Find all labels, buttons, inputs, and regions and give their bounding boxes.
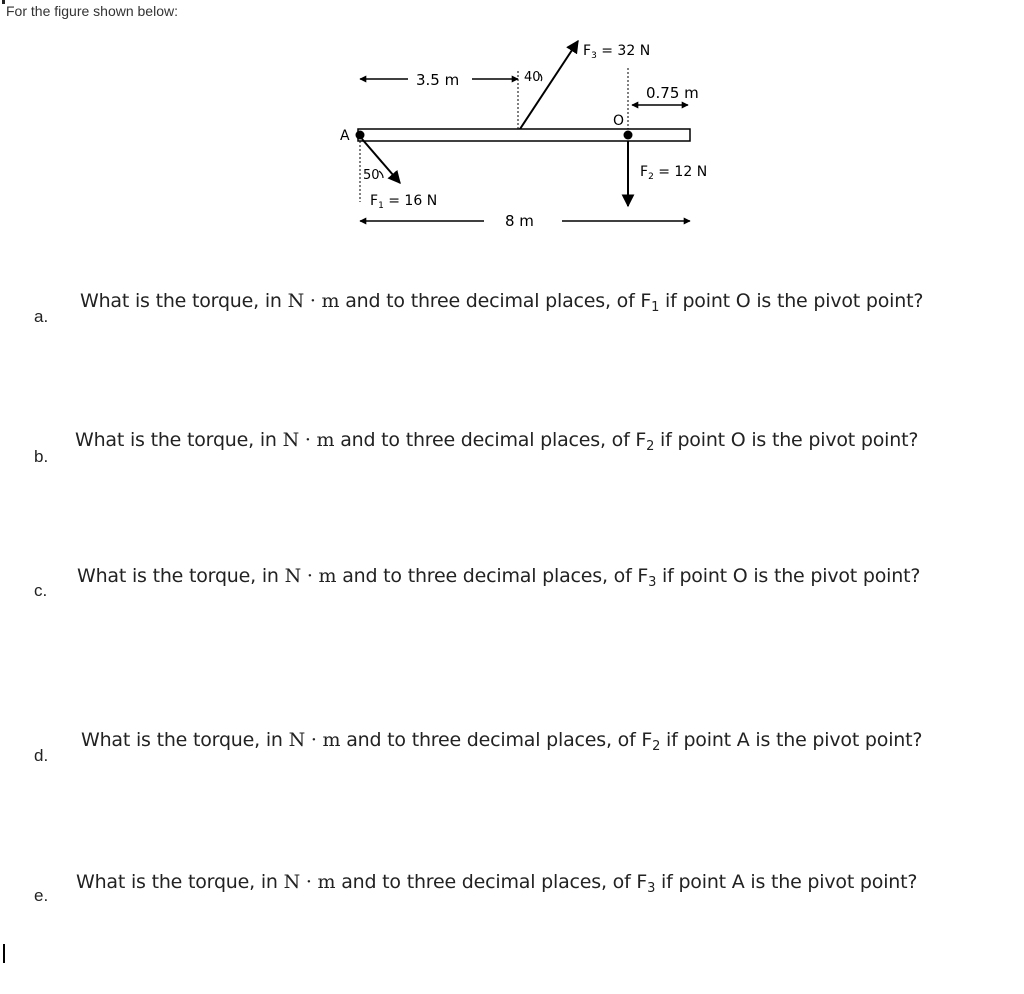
question-d-letter: d. — [34, 746, 49, 765]
dim-3-5-label: 3.5 m — [416, 71, 460, 89]
question-c-letter: c. — [34, 581, 48, 600]
question-a-text: What is the torque, in N · m and to three decimal places, of $F_1$ if point O is the pivot point? — [80, 290, 924, 315]
question-a-letter: a. — [34, 307, 49, 326]
unit-symbol: N · m — [282, 429, 335, 451]
question-b-letter: b. — [34, 447, 49, 466]
f3-label: $F_3 = 32$ N — [583, 43, 651, 61]
point-a-label: A — [340, 128, 350, 144]
unit-symbol: N · m — [284, 565, 337, 587]
text-cursor — [3, 944, 5, 963]
f3-arrow — [520, 41, 578, 129]
point-o-dot — [624, 131, 633, 140]
angle-40-label: 40 — [524, 70, 541, 85]
question-d-text: What is the torque, in N · m and to three decimal places, of $F_2$ if point A is the pivot point? — [81, 729, 923, 754]
unit-symbol: N · m — [287, 290, 340, 312]
unit-symbol: N · m — [288, 729, 341, 751]
point-a-dot — [356, 131, 365, 140]
question-c-text: What is the torque, in N · m and to three decimal places, of $F_3$ if point O is the pivot point? — [77, 565, 921, 590]
f1-label: $F_1 = 16$ N — [370, 193, 438, 211]
point-o-label: O — [613, 113, 625, 129]
unit-symbol: N · m — [283, 871, 336, 893]
angle-50-label: 50 — [363, 168, 380, 183]
force-diagram — [0, 0, 1024, 240]
intro-text: For the figure shown below: — [6, 3, 178, 19]
angle-50-arc — [379, 171, 383, 178]
beam — [358, 129, 690, 141]
dim-8-label: 8 m — [505, 212, 534, 230]
question-e-letter: e. — [34, 886, 49, 905]
f2-label: $F_2 = 12$ N — [640, 164, 708, 182]
dim-0-75-label: 0.75 m — [646, 84, 699, 102]
question-e-text: What is the torque, in N · m and to three decimal places, of $F_3$ if point A is the pivot point? — [76, 871, 918, 896]
question-b-text: What is the torque, in N · m and to three decimal places, of $F_2$ if point O is the pivot point? — [75, 429, 919, 454]
